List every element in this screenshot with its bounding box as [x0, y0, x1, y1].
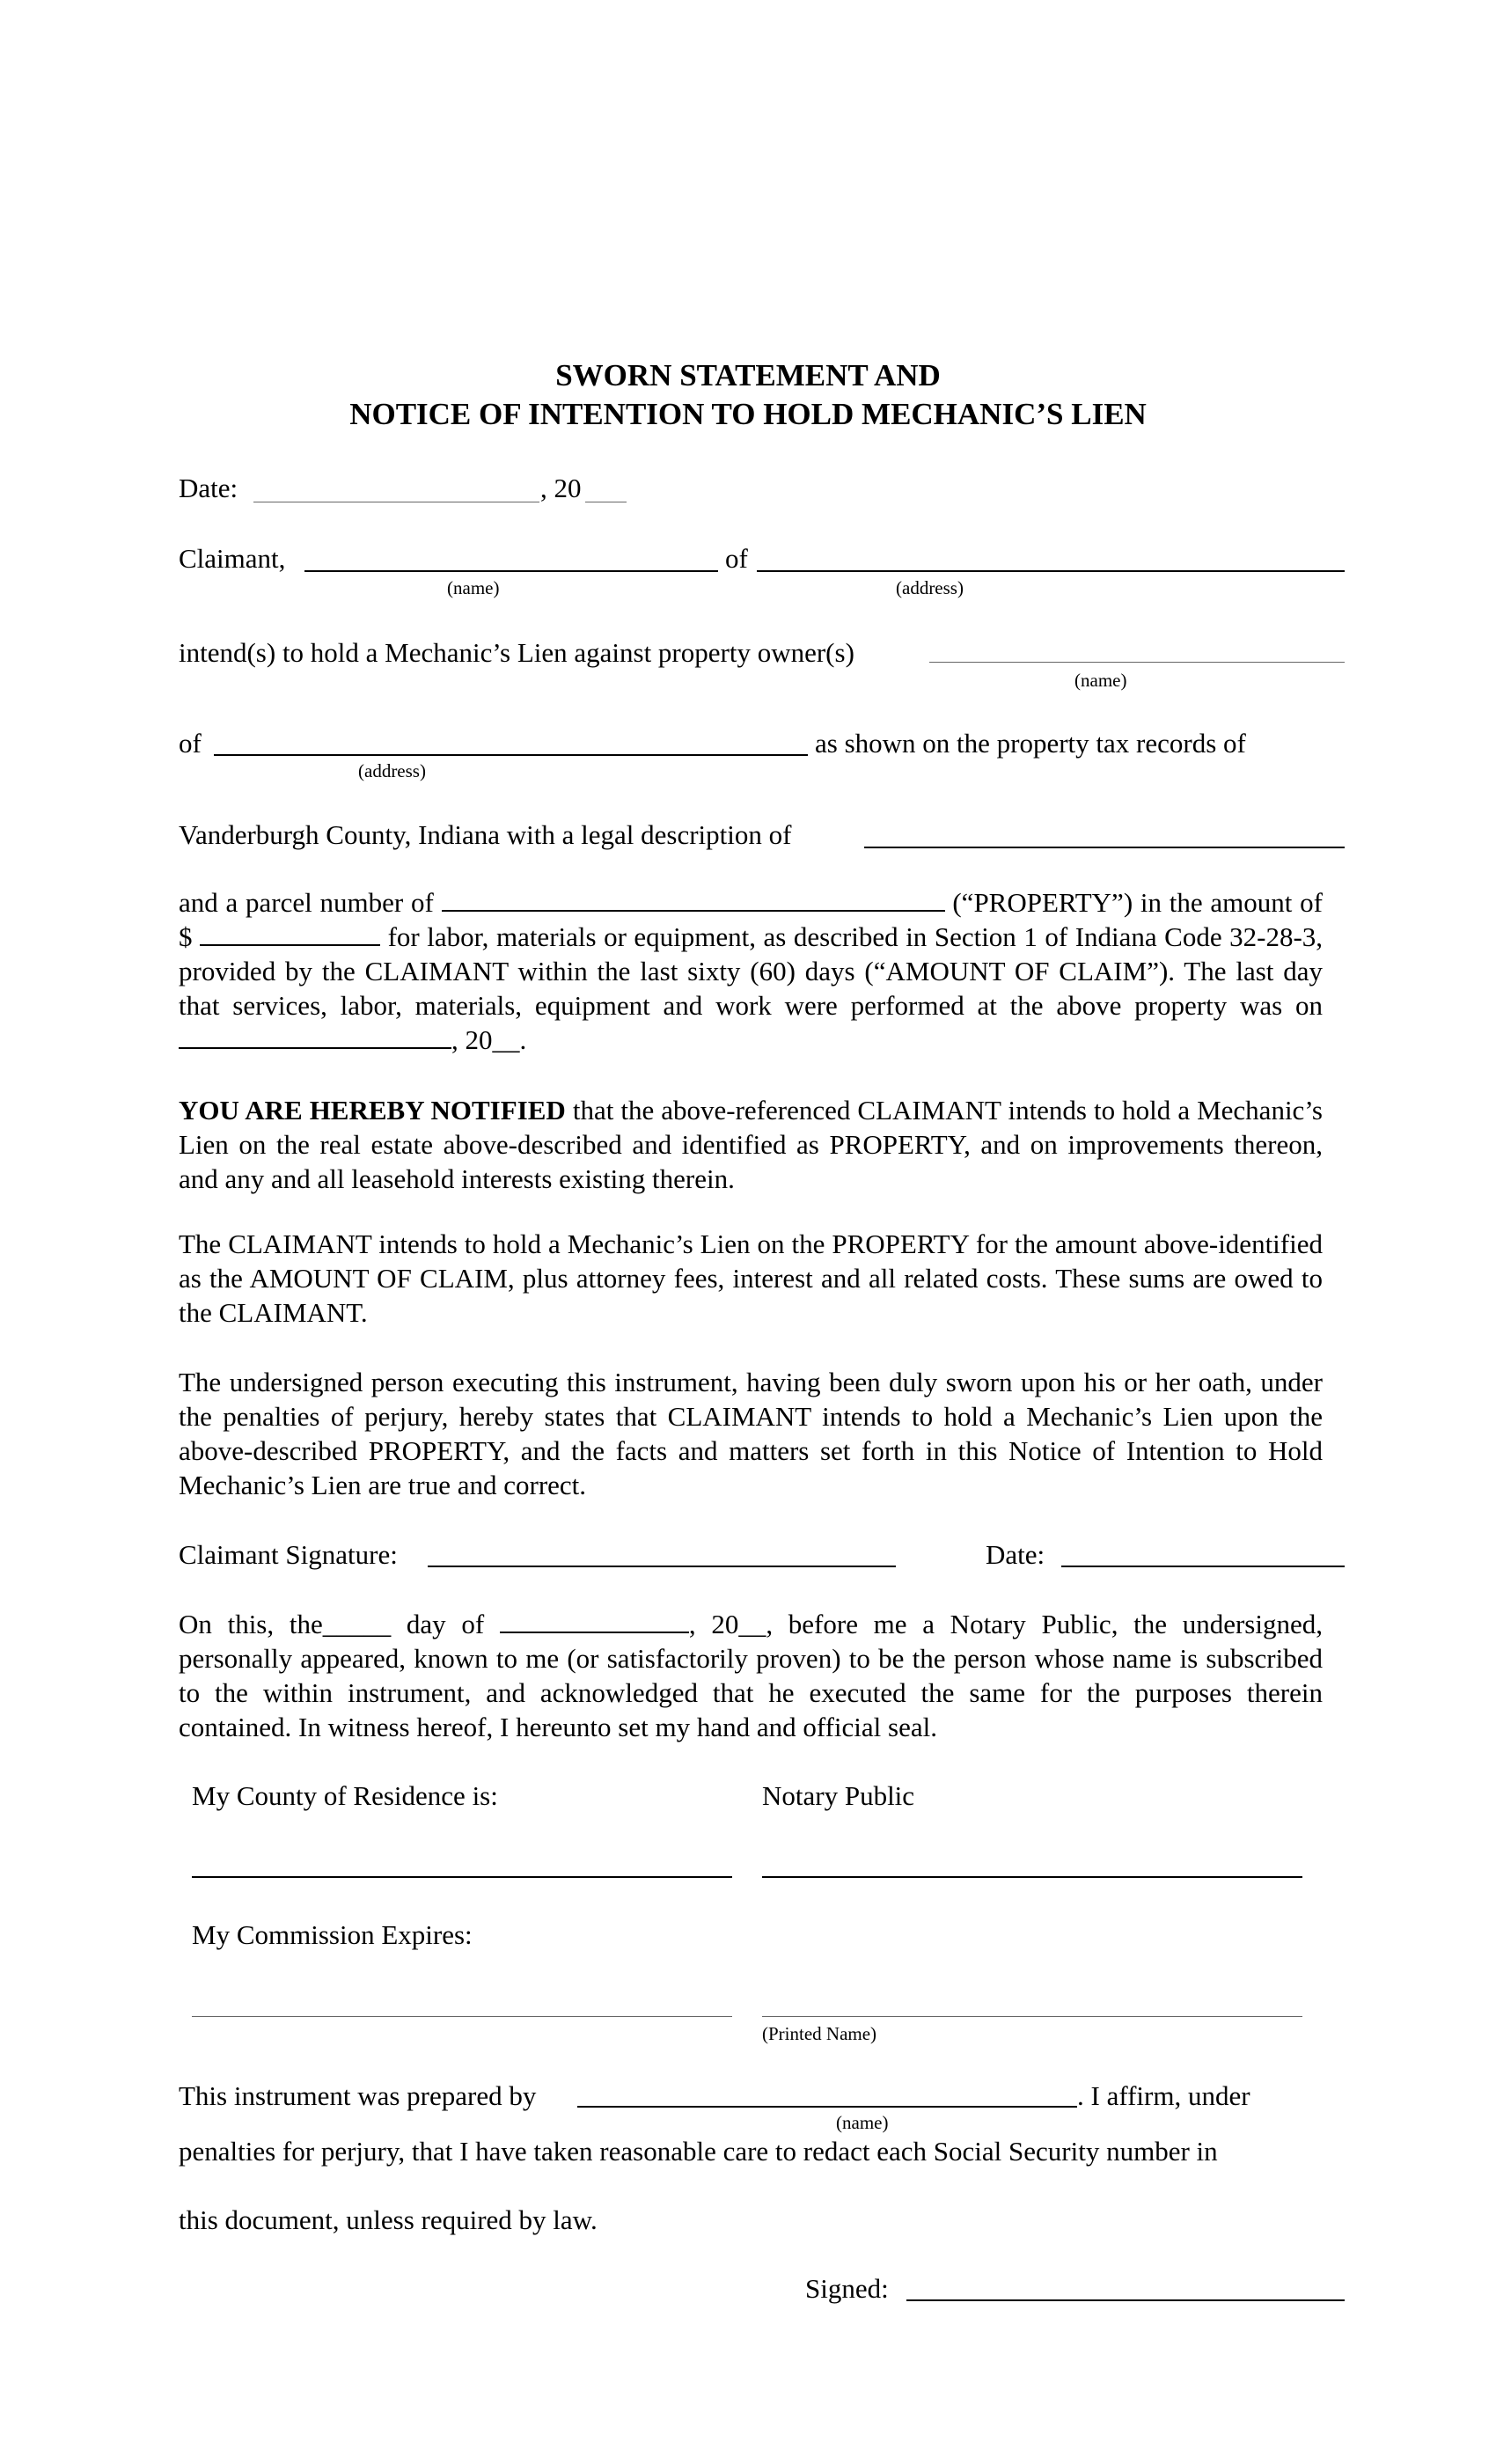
parcel-number-blank[interactable]: [442, 887, 945, 912]
county-line-text: Vanderburgh County, Indiana with a legal description of: [179, 819, 792, 850]
parcel-text-1: and a parcel number of: [179, 887, 434, 918]
commission-expires-label: My Commission Expires:: [192, 1919, 473, 1950]
perjury-text: penalties for perjury, that I have taken reasonable care to redact each Social Security number in: [179, 2136, 1218, 2167]
parcel-text-3: for labor, materials or equipment, as described in Section 1 of Indiana Code 32-28-3, provided by the CLAIMANT within the last sixty (60) days (“AMOUNT OF CLAIM”). The last day that services, labor, materials, equipment and work were performed at the above property was on: [179, 921, 1324, 1021]
signature-date-blank[interactable]: [1061, 1566, 1345, 1567]
claimant-address-caption: (address): [896, 577, 964, 598]
notice-paragraph: [179, 1093, 1323, 1196]
claimant-address-blank[interactable]: [757, 570, 1345, 572]
legal-description-blank[interactable]: [864, 847, 1345, 848]
notice-text: that the above-referenced CLAIMANT intends to hold a Mechanic’s Lien on the real estate above-described and identified as PROPERTY, and on improvements thereon, and any and all leasehold interests existing therein.: [179, 1095, 1323, 1194]
signed-label: Signed:: [805, 2273, 889, 2304]
notary-public-label: Notary Public: [762, 1780, 915, 1811]
prepared-by-blank[interactable]: [577, 2106, 1077, 2108]
parcel-text-4: , 20__.: [451, 1024, 527, 1055]
signed-blank[interactable]: [906, 2299, 1345, 2301]
notary-text-3: , 20__, before me a Notary Public, the undersigned, personally appeared, known to me (or satisfactorily proven) to be the person whose name is subscribed to the within instrument, and acknowledged that he executed the same for the purposes therein contained. In witness hereof, I hereunto set my hand and official seal.: [179, 1609, 1323, 1742]
amount-blank[interactable]: [200, 921, 380, 946]
commission-expires-blank[interactable]: [192, 2016, 732, 2017]
amount-paragraph: The CLAIMANT intends to hold a Mechanic’s Lien on the PROPERTY for the amount above-identified as the AMOUNT OF CLAIM, plus attorney fees, interest and all related costs. These sums are owed to the CLAIMANT.: [179, 1228, 1323, 1328]
affirm-text: . I affirm, under: [1077, 2080, 1250, 2111]
owner-address-blank[interactable]: [214, 754, 808, 756]
notice-bold-lead: YOU ARE HEREBY NOTIFIED: [179, 1095, 566, 1126]
claimant-signature-blank[interactable]: [428, 1566, 896, 1567]
document-title-line-1: SWORN STATEMENT AND: [555, 358, 941, 392]
notary-text-1: On this, the: [179, 1609, 323, 1639]
prepared-by-name-caption: (name): [836, 2112, 889, 2133]
oath-paragraph: The undersigned person executing this instrument, having been duly sworn upon his or her oath, under the penalties of perjury, hereby states that CLAIMANT intends to hold a Mechanic’s Lien upon the above-described PROPERTY, and the facts and matters set forth in this Notice of Intention to Hold Mechanic’s Lien are true and correct.: [179, 1367, 1323, 1500]
document-title-line-2: NOTICE OF INTENTION TO HOLD MECHANIC’S LIEN: [349, 397, 1147, 431]
notary-signature-blank[interactable]: [762, 1876, 1302, 1878]
date-label: Date:: [179, 473, 238, 503]
notary-paragraph: [179, 1607, 1323, 1744]
parcel-text-2: (“PROPERTY”) in the amount of $: [179, 887, 1323, 952]
county-residence-blank[interactable]: [192, 1876, 732, 1878]
claimant-signature-label: Claimant Signature:: [179, 1539, 398, 1570]
owner-of-label: of: [179, 728, 202, 759]
claimant-label: Claimant,: [179, 543, 286, 574]
printed-name-caption: (Printed Name): [762, 2023, 877, 2044]
owner-name-blank[interactable]: [929, 662, 1345, 663]
notary-month-blank[interactable]: [500, 1609, 689, 1633]
claimant-name-caption: (name): [447, 577, 500, 598]
signature-date-label: Date:: [986, 1539, 1045, 1570]
prepared-by-text: This instrument was prepared by: [179, 2080, 537, 2111]
county-residence-label: My County of Residence is:: [192, 1780, 498, 1811]
owner-name-caption: (name): [1074, 670, 1127, 691]
tax-records-text: as shown on the property tax records of: [815, 728, 1246, 759]
owner-line-text: intend(s) to hold a Mechanic’s Lien against property owner(s): [179, 637, 854, 668]
last-day-blank[interactable]: [179, 1024, 451, 1049]
claimant-name-blank[interactable]: [304, 570, 718, 572]
owner-address-caption: (address): [358, 760, 426, 781]
printed-name-blank[interactable]: [762, 2016, 1302, 2017]
date-year-prefix: , 20: [540, 473, 582, 503]
notary-text-2: _____ day of: [322, 1609, 485, 1639]
redact-text: this document, unless required by law.: [179, 2204, 598, 2235]
claimant-of-label: of: [725, 543, 748, 574]
parcel-paragraph: [179, 885, 1323, 1057]
